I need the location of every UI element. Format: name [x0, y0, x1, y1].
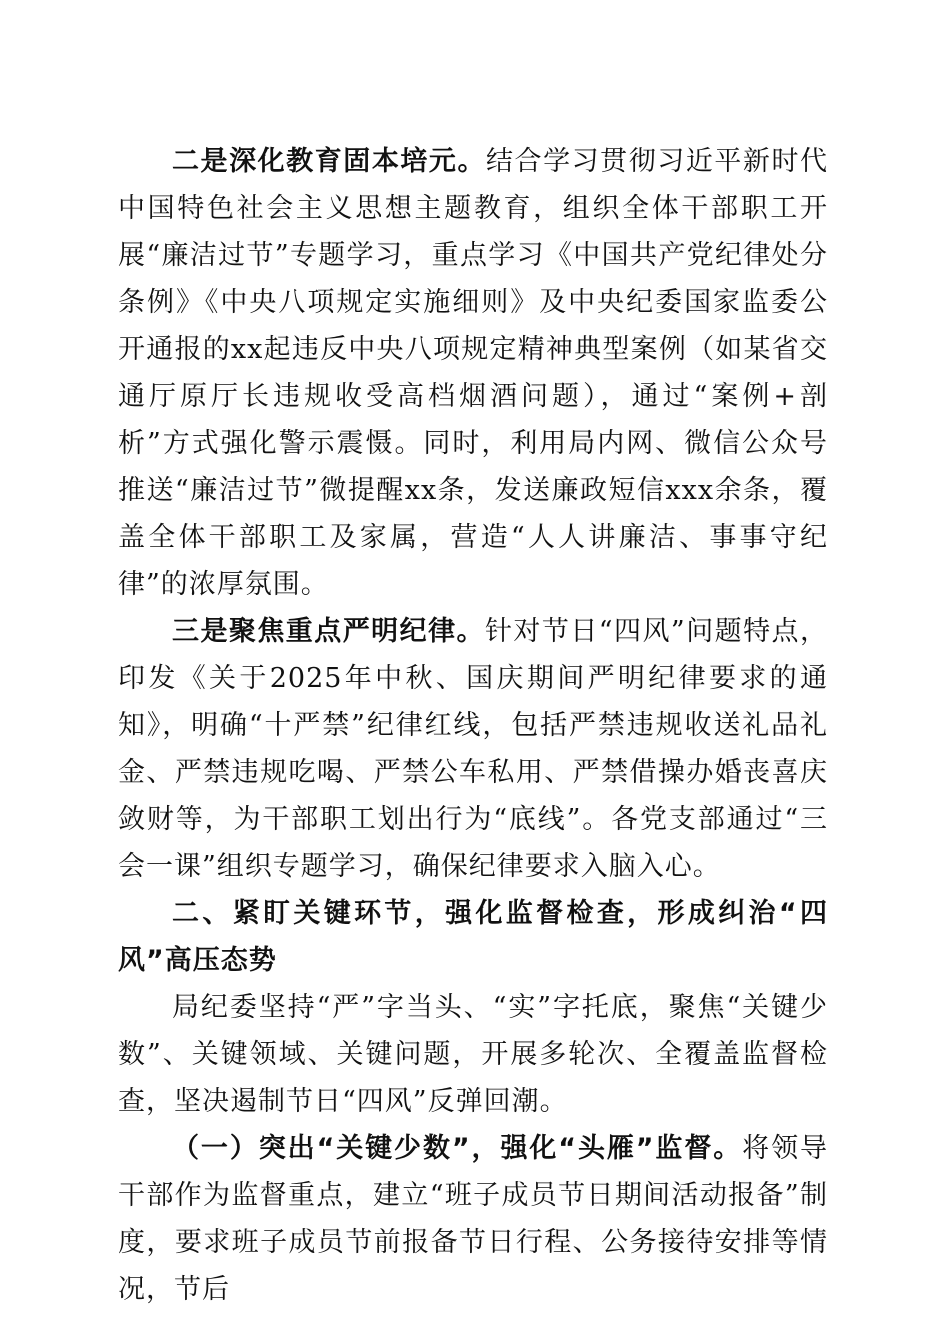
paragraph-body: 结合学习贯彻习近平新时代中国特色社会主义思想主题教育，组织全体干部职工开展“廉洁过节”专题学习，重点学习《中国共产党纪律处分条例》《中央八项规定实施细则》及中央纪委国家监委公开通报的xx起违反中央八项规定精神典型案例（如某省交通厅原厅长违规收受高档烟酒问题），通过“案例+剖析”方式强化警示震慑。同时，利用局内网、微信公众号推送“廉洁过节”微提醒xx条，发送廉政短信xxx余条，覆盖全体干部职工及家属，营造“人人讲廉洁、事事守纪律”的浓厚氛围。 [118, 146, 828, 600]
subsection-paragraph [118, 1125, 828, 1313]
paragraph-lead: 三是聚焦重点严明纪律。 [172, 616, 485, 647]
paragraph-body: 针对节日“四风”问题特点，印发《关于2025年中秋、国庆期间严明纪律要求的通知》，明确“十严禁”纪律红线，包括严禁违规收送礼品礼金、严禁违规吃喝、严禁公车私用、严禁借操办婚丧喜庆敛财等，为干部职工划出行为“底线”。各党支部通过“三会一课”组织专题学习，确保纪律要求入脑入心。 [118, 616, 828, 882]
paragraph-lead: 二是深化教育固本培元。 [172, 146, 486, 177]
section-intro: 局纪委坚持“严”字当头、“实”字托底，聚焦“关键少数”、关键领域、关键问题，开展多轮次、全覆盖监督检查，坚决遏制节日“四风”反弹回潮。 [118, 992, 828, 1117]
paragraph-discipline [118, 608, 828, 890]
section-heading: 二、紧盯关键环节，强化监督检查，形成纠治“四风”高压态势 [118, 898, 828, 976]
subsection-lead: （一）突出“关键少数”，强化“头雁”监督。 [172, 1133, 743, 1164]
paragraph-education [118, 138, 828, 608]
document-page [118, 138, 828, 1313]
subsection-body: 将领导干部作为监督重点，建立“班子成员节日期间活动报备”制度，要求班子成员节前报备节日行程、公务接待安排等情况，节后 [118, 1133, 828, 1305]
